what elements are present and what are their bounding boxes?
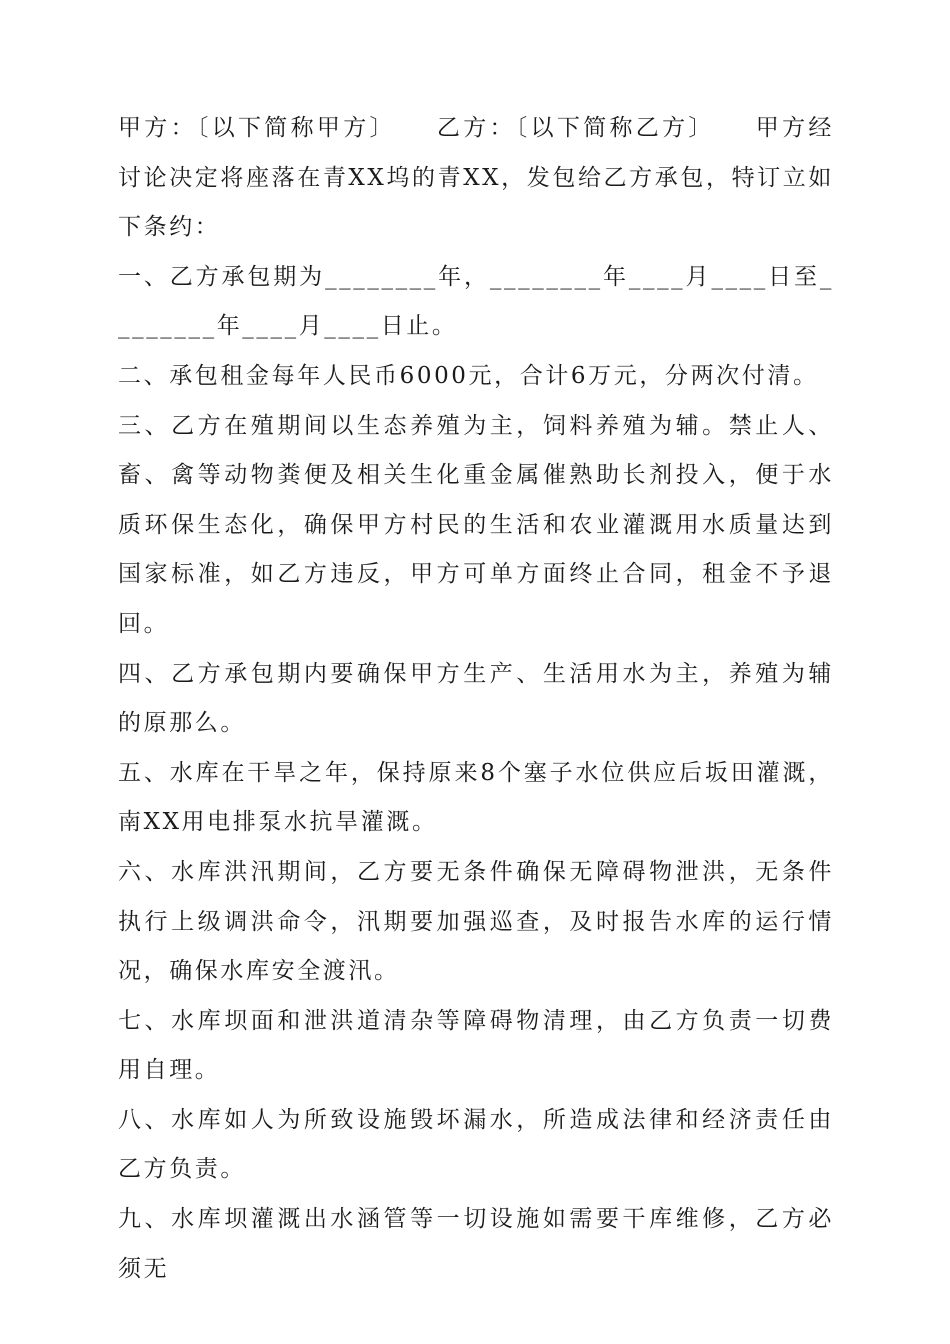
paragraph-term-3: 三、乙方在殖期间以生态养殖为主，饲料养殖为辅。禁止人、畜、禽等动物粪便及相关生化重金属催熟助长剂投入，便于水质环保生态化，确保甲方村民的生活和农业灌溉用水质量达到国家标准，如乙方违反，甲方可单方面终止合同，租金不予退回。 bbox=[118, 412, 834, 637]
paragraph-term-5: 五、水库在干旱之年，保持原来8个塞子水位供应后坂田灌溉，南XX用电排泵水抗旱灌溉。 bbox=[118, 759, 834, 836]
paragraph-term-2: 二、承包租金每年人民币6000元，合计6万元，分两次付清。 bbox=[118, 362, 819, 389]
paragraph-parties: 甲方：〔以下简称甲方〕 乙方：〔以下简称乙方〕 甲方经讨论决定将座落在青XX坞的青XX，发包给乙方承包，特订立如下条约： bbox=[118, 115, 834, 241]
paragraph-term-6: 六、水库洪汛期间，乙方要无条件确保无障碍物泄洪，无条件执行上级调洪命令，汛期要加强巡查，及时报告水库的运行情况，确保水库安全渡汛。 bbox=[118, 858, 834, 985]
paragraph-term-7: 七、水库坝面和泄洪道清杂等障碍物清理，由乙方负责一切费用自理。 bbox=[118, 1007, 834, 1084]
paragraph-term-8: 八、水库如人为所致设施毁坏漏水，所造成法律和经济责任由乙方负责。 bbox=[118, 1106, 834, 1183]
paragraph-term-4: 四、乙方承包期内要确保甲方生产、生活用水为主，养殖为辅的原那么。 bbox=[118, 660, 834, 737]
paragraph-term-9: 九、水库坝灌溉出水涵管等一切设施如需要干库维修，乙方必须无 bbox=[118, 1206, 834, 1282]
document-body bbox=[118, 104, 834, 1294]
paragraph-term-1: 一、乙方承包期为________年，________年____月____日至________年____月____日止。 bbox=[118, 263, 834, 340]
